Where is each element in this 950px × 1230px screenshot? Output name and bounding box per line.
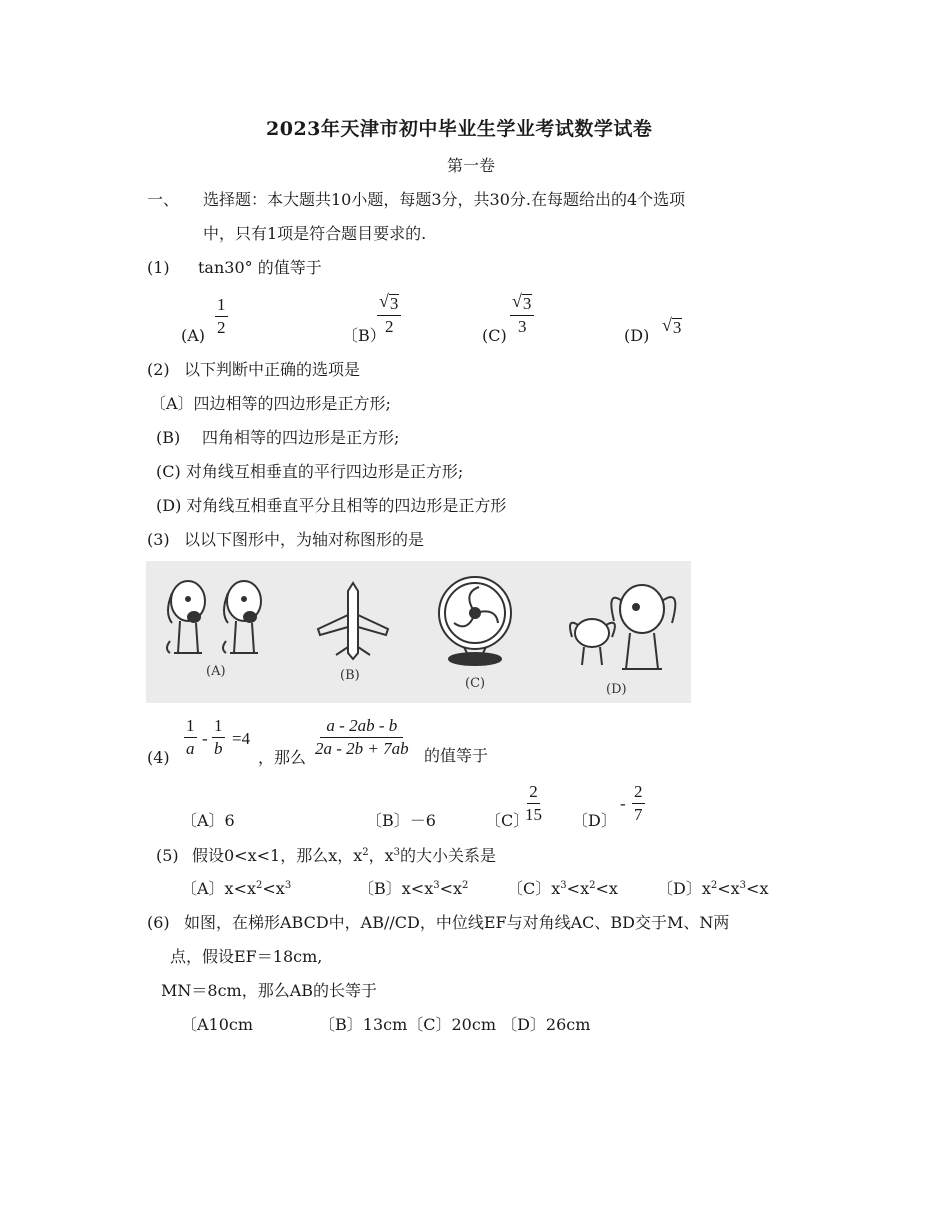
q1-b-sqrt: √ 3 <box>379 291 399 313</box>
q4-fraction-1-over-a: $\frac{1}{a}$ <box>186 716 195 758</box>
q4-option-c-fraction: $\frac{2}{15}$ <box>525 782 542 824</box>
section-instructions-line2: 中，只有1项是符合题目要求的. <box>203 224 427 243</box>
dog-drawing-left <box>167 581 205 653</box>
q2-option-c: (C) 对角线互相垂直的平行四边形是正方形; <box>156 462 464 481</box>
q4-suffix: 的值等于 <box>424 746 489 765</box>
q3-figure-label-d: (D) <box>606 682 627 697</box>
q3-figure <box>146 561 691 703</box>
q2-label: (2) <box>147 360 170 379</box>
q1-b-denominator: 2 <box>384 316 394 336</box>
q2-option-b-label: (B) <box>156 428 181 447</box>
q5-option-c: 〔C〕$x^3<x^2<x$ <box>507 879 618 898</box>
q5-option-b: 〔B〕$x<x^3<x^2$ <box>358 879 469 898</box>
q1-option-c-label: (C) <box>482 326 507 345</box>
q3-figure-drawing <box>146 561 691 703</box>
q6-line2: 点，假设EF＝18cm, <box>170 947 323 966</box>
q4-option-b: 〔B〕－6 <box>366 811 436 830</box>
q4-option-d-label: 〔D〕 <box>572 811 617 830</box>
q4-option-a: 〔A〕6 <box>181 811 235 830</box>
q1-option-a-fraction <box>215 295 228 337</box>
q2-text: 以下判断中正确的选项是 <box>184 360 361 379</box>
q4-option-c-label: 〔C〕 <box>485 811 530 830</box>
section-instructions-line1: 选择题：本大题共10小题，每题3分，共30分.在每题给出的4个选项 <box>203 190 686 209</box>
q6-line1: 如图，在梯形ABCD中，AB//CD，中位线EF与对角线AC、BD交于M、N两 <box>184 913 730 932</box>
dog-drawing-right <box>223 581 261 653</box>
q1-text: tan30° 的值等于 <box>198 258 322 277</box>
q5-label: (5) <box>156 846 179 865</box>
q2-option-a: 〔A〕四边相等的四边形是正方形; <box>150 394 391 413</box>
q4-fraction-1-over-b: $\frac{1}{b}$ <box>214 716 223 758</box>
q4-then: ，那么 <box>258 748 307 767</box>
q3-label: (3) <box>147 530 170 549</box>
q1-option-b-fraction <box>377 292 401 336</box>
q3-figure-label-b: (B) <box>340 668 360 683</box>
q6-label: (6) <box>147 913 170 932</box>
q6-option-a: 〔A10cm <box>181 1015 254 1034</box>
q4-big-fraction: $\frac{a - 2ab - b}{2a - 2b + 7ab}$ <box>315 716 409 758</box>
q1-c-denominator: 3 <box>517 316 527 336</box>
q1-option-b-label: 〔B） <box>342 326 386 345</box>
q1-a-denominator: 2 <box>217 317 226 337</box>
rabbits-drawing <box>570 585 675 669</box>
airplane-drawing <box>318 583 388 659</box>
q2-option-d: (D) 对角线互相垂直平分且相等的四边形是正方形 <box>156 496 507 515</box>
q5-option-d: 〔D〕$x^2<x^3<x$ <box>657 879 769 898</box>
section-number: 一、 <box>147 190 180 209</box>
q1-option-d-value <box>662 316 682 338</box>
q6-options-bcd: 〔B〕13cm〔C〕20cm 〔D〕26cm <box>319 1015 591 1034</box>
page-subtitle: 第一卷 <box>447 156 496 175</box>
q6-line3: MN＝8cm，那么AB的长等于 <box>161 981 378 1000</box>
q4-option-d-fraction: $\frac{2}{7}$ <box>634 782 643 824</box>
q1-label: (1) <box>147 258 170 277</box>
q1-option-a-label: (A) <box>181 326 206 345</box>
q1-option-d-label: (D) <box>624 326 650 345</box>
q4-option-d-sign: - <box>620 794 626 813</box>
q4-minus: - <box>202 729 208 748</box>
q1-option-c-fraction <box>510 292 534 336</box>
fan-drawing <box>439 577 511 665</box>
q1-a-numerator: 1 <box>215 295 228 317</box>
page-title: 2023年天津市初中毕业生学业考试数学试卷 <box>266 118 653 140</box>
q2-option-b: 四角相等的四边形是正方形; <box>202 428 400 447</box>
q4-label: (4) <box>147 748 170 767</box>
q3-figure-label-c: (C) <box>465 676 486 691</box>
q4-equals: =4 <box>232 729 251 748</box>
q5-text: 假设0<x<1，那么x，$x^2$，$x^3$的大小关系是 <box>192 846 497 865</box>
q3-figure-label-a: (A) <box>206 664 226 679</box>
q5-option-a: 〔A〕$x<x^2<x^3$ <box>181 879 292 898</box>
q3-text: 以以下图形中，为轴对称图形的是 <box>184 530 425 549</box>
q1-c-sqrt: √ 3 <box>512 291 532 313</box>
q1-d-sqrt: √ 3 <box>662 315 682 337</box>
